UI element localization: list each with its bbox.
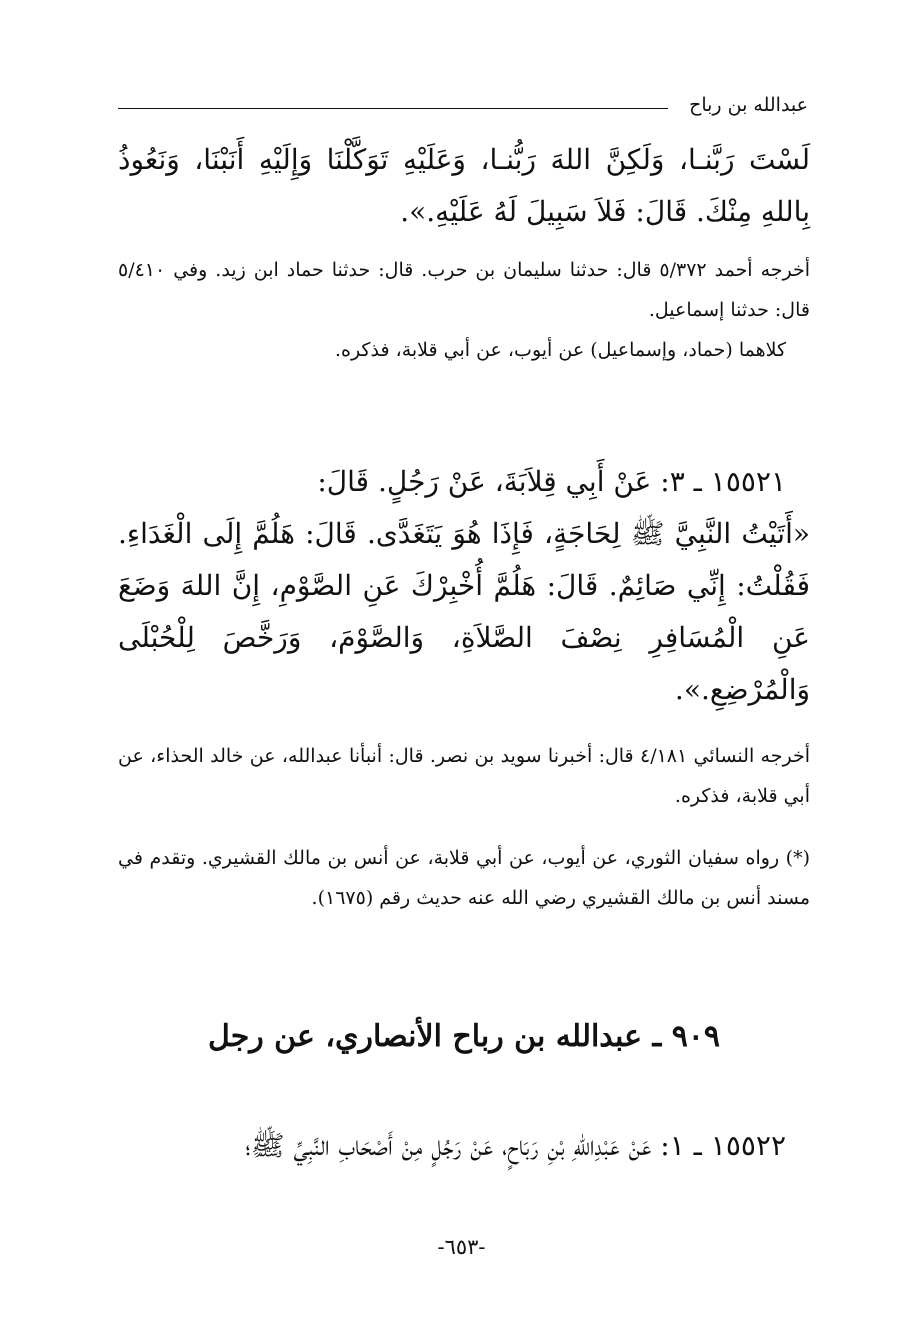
hadith-15521-isnad: ١٥٥٢١ ـ ٣: عَنْ أَبِي قِلاَبَةَ، عَنْ رَجُلٍ. قَالَ:: [317, 465, 786, 498]
note-15521: [118, 838, 810, 918]
hadith-continuation: [118, 134, 810, 238]
note-15521-text: (*) رواه سفيان الثوري، عن أيوب، عن أبي قلابة، عن أنس بن مالك القشيري. وتقدم في مسند أنس بن مالك القشيري رضي الله عنه حديث رقم (١٦٧٥).: [118, 847, 810, 909]
section-heading: ٩٠٩ ـ عبدالله بن رباح الأنصاري، عن رجل: [207, 1019, 721, 1054]
takhrij-previous-line1: أخرجه أحمد ٥/٣٧٢ قال: حدثنا سليمان بن حرب. قال: حدثنا حماد ابن زيد. وفي ٥/٤١٠ قال: حدثنا إسماعيل.: [118, 259, 811, 321]
hadith-15521: [118, 456, 810, 716]
page-number: -٦٥٣-: [437, 1235, 486, 1259]
hadith-15522: [118, 1120, 810, 1172]
takhrij-15521-text: أخرجه النسائي ٤/١٨١ قال: أخبرنا سويد بن نصر. قال: أنبأنا عبدالله، عن خالد الحذاء، عن أبي قلابة، فذكره.: [118, 745, 810, 807]
header-rule: [118, 108, 668, 109]
hadith-15522-text: ١٥٥٢٢ ـ ١: عَنْ عَبْدِاللهِ بْنِ رَبَاحٍ، عَنْ رَجُلٍ مِنْ أَصْحَابِ النَّبِيِّ ﷺ؛: [245, 1129, 786, 1162]
hadith-continuation-text: لَسْتَ رَبَّنـا، وَلَكِنَّ اللهَ رَبُّنـا، وَعَلَيْهِ تَوَكَّلْنَا وَإِلَيْهِ أَنَبْنَا، وَنَعُوذُ بِاللهِ مِنْكَ. قَالَ: فَلاَ سَبِيلَ لَهُ عَلَيْهِ.».: [118, 143, 811, 228]
running-head: [118, 92, 808, 122]
takhrij-previous: [118, 250, 810, 370]
hadith-15521-matn: «أَتَيْتُ النَّبِيَّ ﷺ لِحَاجَةٍ، فَإِذَا هُوَ يَتَغَدَّى. قَالَ: هَلُمَّ إِلَى الْغَدَاءِ. فَقُلْتُ: إِنِّي صَائِمٌ. قَالَ: هَلُمَّ أُخْبِرْكَ عَنِ الصَّوْمِ، إِنَّ اللهَ وَضَعَ عَنِ الْمُسَافِرِ نِصْفَ الصَّلاَةِ، وَالصَّوْمَ، وَرَخَّصَ لِلْحُبْلَى وَالْمُرْضِعِ.».: [118, 517, 810, 706]
running-head-title: عبدالله بن رباح: [689, 94, 808, 116]
takhrij-previous-line2: كلاهما (حماد، وإسماعيل) عن أيوب، عن أبي قلابة، فذكره.: [334, 339, 786, 361]
takhrij-15521: [118, 736, 810, 816]
